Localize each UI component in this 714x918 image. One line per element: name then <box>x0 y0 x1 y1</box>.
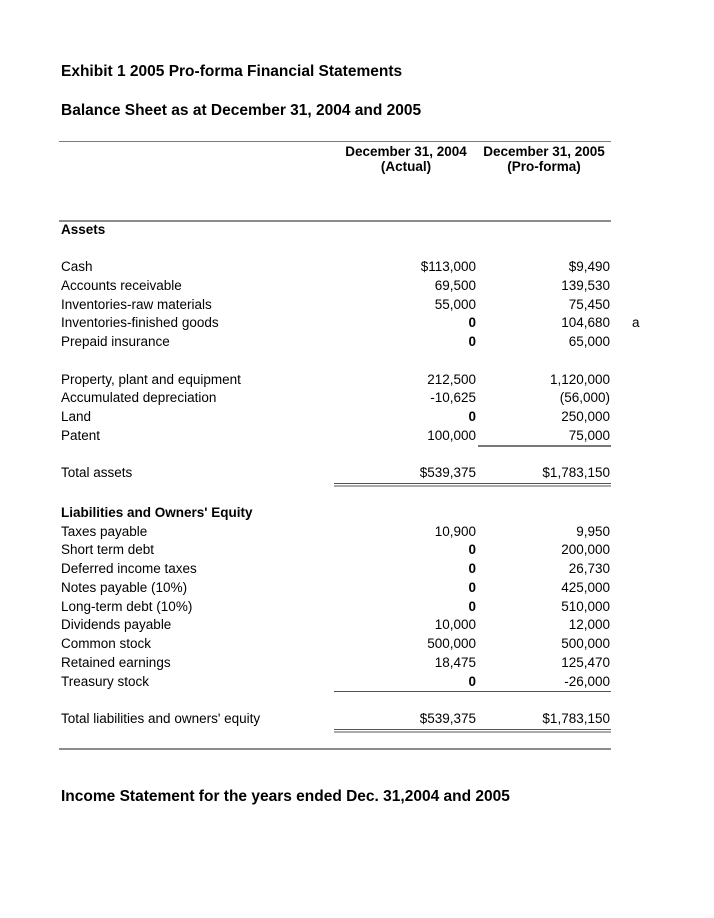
asset-label: Prepaid insurance <box>61 334 170 349</box>
asset-label: Land <box>61 409 92 424</box>
asset-value-2005: 65,000 <box>568 334 610 349</box>
liability-value-2004: 500,000 <box>427 636 476 651</box>
asset-label: Accounts receivable <box>61 278 182 293</box>
liability-label: Retained earnings <box>61 655 171 670</box>
asset-value-2004: 100,000 <box>427 428 476 443</box>
liabilities-heading: Liabilities and Owners' Equity <box>61 505 253 520</box>
total-liabilities-2004: $539,375 <box>419 711 476 726</box>
liability-label: Deferred income taxes <box>61 561 197 576</box>
assets-rule <box>59 220 611 222</box>
asset-value-2005: 250,000 <box>561 409 610 424</box>
column-header-2004 <box>336 144 476 174</box>
liability-value-2004: 10,000 <box>434 617 476 632</box>
asset-value-2005: 104,680 <box>561 315 610 330</box>
liability-value-2005: 425,000 <box>561 580 610 595</box>
liability-label: Dividends payable <box>61 617 172 632</box>
liability-value-2004: 10,900 <box>434 524 476 539</box>
column-header-2004-line1: December 31, 2004 <box>345 144 467 159</box>
asset-label: Patent <box>61 428 101 443</box>
liab-subtotal-rule <box>334 691 611 692</box>
liability-value-2005: 125,470 <box>561 655 610 670</box>
asset-value-2004: 0 <box>468 315 476 330</box>
liability-label: Taxes payable <box>61 524 148 539</box>
asset-label: Inventories-finished goods <box>61 315 219 330</box>
subtotal-rule <box>478 445 611 447</box>
total-assets-double-rule <box>334 483 611 487</box>
asset-label: Accumulated depreciation <box>61 390 217 405</box>
liability-value-2004: 0 <box>468 674 476 689</box>
asset-value-2004: 0 <box>468 409 476 424</box>
asset-label: Inventories-raw materials <box>61 297 212 312</box>
column-header-2005-line1: December 31, 2005 <box>483 144 605 159</box>
liability-value-2005: 9,950 <box>576 524 610 539</box>
liability-value-2005: 12,000 <box>568 617 610 632</box>
liability-value-2005: 26,730 <box>568 561 610 576</box>
asset-value-2004: 69,500 <box>434 278 476 293</box>
header-rule <box>59 141 611 142</box>
section-end-rule <box>59 748 611 750</box>
asset-value-2004: 212,500 <box>427 372 476 387</box>
liability-value-2004: 0 <box>468 580 476 595</box>
asset-value-2005: 1,120,000 <box>549 372 610 387</box>
assets-heading: Assets <box>61 222 106 237</box>
asset-value-2005: 75,450 <box>568 297 610 312</box>
asset-value-2004: 0 <box>468 334 476 349</box>
column-header-2004-line2: (Actual) <box>380 159 432 174</box>
liability-label: Treasury stock <box>61 674 150 689</box>
balance-sheet-title: Balance Sheet as at December 31, 2004 and 2005 <box>61 102 422 119</box>
asset-label: Cash <box>61 259 93 274</box>
asset-value-2004: -10,625 <box>430 390 476 405</box>
total-assets-label: Total assets <box>61 465 133 480</box>
column-header-2005 <box>474 144 614 174</box>
asset-value-2005: 75,000 <box>568 428 610 443</box>
asset-value-2005: 139,530 <box>561 278 610 293</box>
total-liabilities-double-rule <box>334 729 611 733</box>
asset-value-2005: (56,000) <box>559 390 610 405</box>
column-header-2005-line2: (Pro-forma) <box>507 159 581 174</box>
liability-label: Short term debt <box>61 542 155 557</box>
liability-value-2005: 510,000 <box>561 599 610 614</box>
liability-label: Common stock <box>61 636 152 651</box>
liability-value-2004: 0 <box>468 542 476 557</box>
liability-label: Long-term debt (10%) <box>61 599 193 614</box>
liability-value-2004: 18,475 <box>434 655 476 670</box>
asset-value-2004: 55,000 <box>434 297 476 312</box>
liability-value-2005: 200,000 <box>561 542 610 557</box>
liability-value-2005: 500,000 <box>561 636 610 651</box>
liability-value-2005: -26,000 <box>564 674 610 689</box>
total-assets-2005: $1,783,150 <box>542 465 610 480</box>
liability-label: Notes payable (10%) <box>61 580 188 595</box>
liability-value-2004: 0 <box>468 599 476 614</box>
footnote-marker: a <box>632 315 640 330</box>
exhibit-title: Exhibit 1 2005 Pro-forma Financial Statements <box>61 63 403 80</box>
asset-value-2005: $9,490 <box>568 259 610 274</box>
total-assets-2004: $539,375 <box>419 465 476 480</box>
total-liabilities-label: Total liabilities and owners' equity <box>61 711 261 726</box>
income-statement-title: Income Statement for the years ended Dec. 31,2004 and 2005 <box>61 788 510 805</box>
asset-label: Property, plant and equipment <box>61 372 241 387</box>
total-liabilities-2005: $1,783,150 <box>542 711 610 726</box>
liability-value-2004: 0 <box>468 561 476 576</box>
asset-value-2004: $113,000 <box>420 259 476 274</box>
